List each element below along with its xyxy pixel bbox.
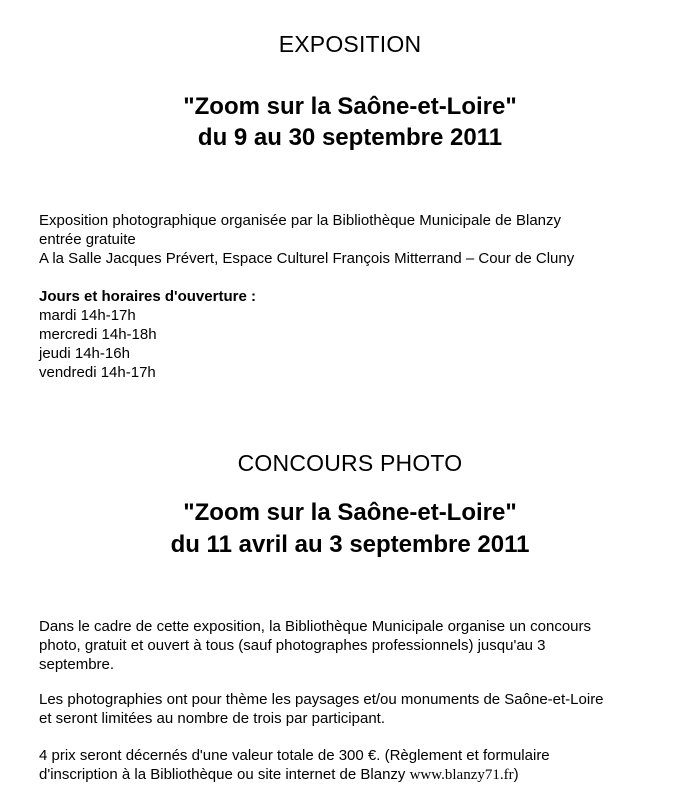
paragraph-text: d'inscription à la Bibliothèque ou site internet de Blanzy <box>39 766 410 783</box>
opening-hours-item: mardi 14h-17h <box>39 307 136 324</box>
paragraph-line: et seront limitées au nombre de trois par participant. <box>39 710 386 727</box>
exposition-title: "Zoom sur la Saône-et-Loire" <box>183 93 517 120</box>
paragraph-line: Les photographies ont pour thème les paysages et/ou monuments de Saône-et-Loire <box>39 691 604 708</box>
opening-hours-item: vendredi 14h-17h <box>39 364 156 381</box>
description-line: Exposition photographique organisée par la Bibliothèque Municipale de Blanzy <box>39 212 562 229</box>
concours-heading: CONCOURS PHOTO <box>237 450 463 476</box>
paragraph-line: septembre. <box>39 656 115 673</box>
exposition-heading: EXPOSITION <box>278 31 422 57</box>
opening-hours-title: Jours et horaires d'ouverture : <box>39 288 256 305</box>
description-line: entrée gratuite <box>39 231 136 248</box>
paragraph-line <box>39 765 659 785</box>
concours-paragraph-3 <box>39 746 659 785</box>
exposition-description <box>39 211 659 268</box>
exposition-dates: du 9 au 30 septembre 2011 <box>197 124 503 151</box>
paragraph-line: 4 prix seront décernés d'une valeur totale de 300 €. (Règlement et formulaire <box>39 747 550 764</box>
opening-hours <box>39 287 659 382</box>
closing-parenthesis: ) <box>513 766 519 783</box>
opening-hours-item: mercredi 14h-18h <box>39 326 157 343</box>
concours-paragraph-2 <box>39 690 659 728</box>
paragraph-line: Dans le cadre de cette exposition, la Bibliothèque Municipale organise un concours <box>39 618 592 635</box>
opening-hours-item: jeudi 14h-16h <box>39 345 130 362</box>
concours-title: "Zoom sur la Saône-et-Loire" <box>183 499 517 526</box>
concours-dates: du 11 avril au 3 septembre 2011 <box>170 531 530 558</box>
website-link[interactable]: www.blanzy71.fr <box>409 767 514 783</box>
paragraph-line: photo, gratuit et ouvert à tous (sauf photographes professionnels) jusqu'au 3 <box>39 637 546 654</box>
concours-paragraph-1 <box>39 617 659 674</box>
description-line: A la Salle Jacques Prévert, Espace Culturel François Mitterrand – Cour de Cluny <box>39 250 575 267</box>
